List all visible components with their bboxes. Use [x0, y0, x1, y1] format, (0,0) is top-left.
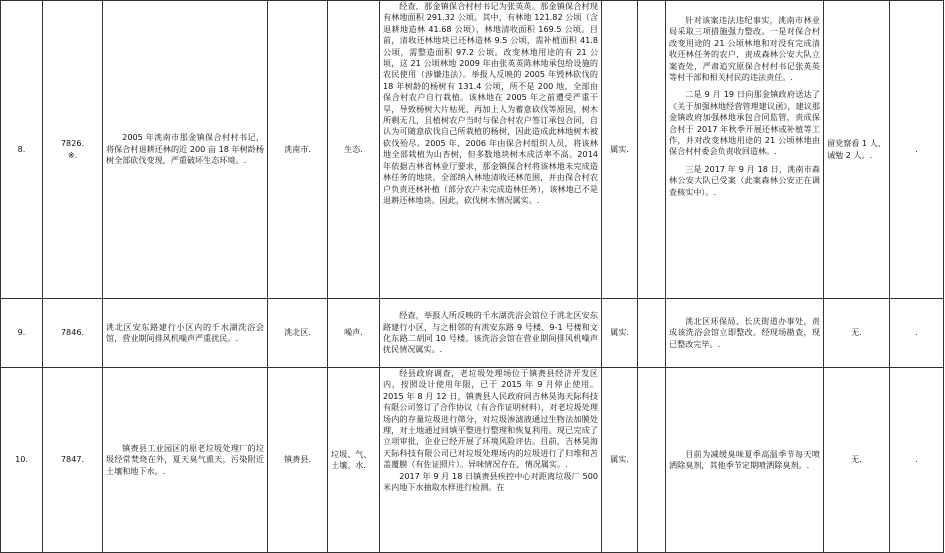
complaint-text: 镇赉县工业园区的原老垃圾处理厂的垃圾经常焚烧在外，夏天臭气熏天，污染附近土壤和地下水。.: [103, 368, 268, 553]
row-seq: 9.: [1, 299, 43, 368]
extra-cell: .: [890, 299, 944, 368]
case-id: 7846.: [43, 299, 103, 368]
handling-paragraph: 目前为减缓臭味夏季高温季节每天喷洒除臭剂，其他季节定期喷洒除臭剂。.: [669, 448, 820, 470]
pollution-type: 生态.: [328, 1, 380, 299]
empty-cell: [638, 1, 666, 299]
admin-area: 镇赉县.: [268, 368, 328, 553]
extra-cell: .: [890, 368, 944, 553]
table-row: [1, 368, 944, 553]
empty-cell: [638, 368, 666, 553]
accountability: 留党察看 1 人，诫勉 2 人。.: [824, 1, 890, 299]
table-row: [1, 1, 944, 299]
handling-paragraph: 洮北区环保局、长庆街道办事处，责成该洗浴会馆立即整改。经现场勘查，现已整改完毕。.: [669, 315, 820, 349]
table-row: [1, 299, 944, 368]
admin-area: 洮南市.: [268, 1, 328, 299]
verdict: 属实.: [602, 299, 638, 368]
complaint-text: 2005 年洮南市那金镇保合村村书记，将保合村退耕还林的近 200 亩 18 年树龄杨树全部砍伐变现，严重破坏生态环境。.: [103, 1, 268, 299]
findings-text: 经查，那金镇保合村村书记为张英英。那金镇保合村现有林地面积 291.32 公顷。其中，有林地 121.82 公顷（含退耕地造林 41.68 公顷），林地清收面积 169.5 公顷。目前，清收还林地块已还林造林 9.5 公顷，需补植面积 41.8 公顷，需整造面积 97.2 公顷。改变林地用途的有 21 公顷，这 21 公顷林地 2009 年由张英英陈林地承包给设施的农民使用（涉嫌违法）。举报人反映的 2005 年毁林砍伐的 18 年树龄的杨树有 131.4 公顷，所不是 200 地，全部由保合村农户自行栽植。该林地在 2005 年之前遭受严重干旱，导致杨树大片枯死，再加上人为蓄意砍伐等原因，树木所剩无几，且植树农户当时与保合村农户签订承包合同，自认为可随意砍伐自己所栽植的杨树，因此造成此林地树木被砍伐殆尽。2005 年、2006 年由保合村组织人员，将该林地全部栽植为山杏树，但多数地块树木成活率不高。2014 年依据吉林省林业厅要求，那金镇保合村将该林地未完成造林任务的地块，全部纳入林地清收还林范围，并由保合村农户负责还林补植（部分农户未完成造林任务），该林地已不是退耕还林地块。因此，砍伐树木情况属实。.: [380, 1, 602, 299]
findings-text: 经县政府调查，老垃圾处理场位于镇赉县经济开发区内，按照设计使用年限，已于 2015 年 9 月停止使用。2015 年 8 月 12 日，镇赉县人民政府同吉林昊海天际科技有限公司签订了合作协议（有合作证明材料），对老垃圾处理场内的存量垃圾进行筛分，对垃圾渗滤液通过生物法加膜处理，对土地通过回填平整进行整理和恢复利用。现已完成了立项审批，企业已经开展了环境风险评估。目前，吉林昊海天际科技有限公司已对垃圾处理场内的垃圾进行了归堆和苫盖覆膜（有佐证照片）。异味情况存在，情况属实。. 2017 年 9 月 18 日镇赉县疾控中心对距离垃圾厂 500 米内地下水抽取水样进行检测。在: [380, 368, 602, 553]
handling-paragraph: 二是 9 月 19 日向那金镇政府送达了《关于加强林地经营管理建议函》，建议那金镇政府加强林地承包合同监管，责成保合村于 2017 年秋季开展还林或补植等工作，并对改变林地用途的 21 公顷林地由保合村村委会负责收回造林。.: [669, 89, 820, 157]
findings-text: 经查，举报人所反映的千水湖洗浴会馆位于洮北区安东路建行小区，与之相邻的有洮安东路 9 号楼、9-1 号楼和文化东路二胡同 10 号楼。该洗浴会馆在营业期间排风机噪声扰民情况属实。.: [380, 299, 602, 368]
case-id: 7826. ※.: [43, 1, 103, 299]
extra-cell: .: [890, 1, 944, 299]
admin-area: 洮北区.: [268, 299, 328, 368]
accountability: 无.: [824, 368, 890, 553]
handling-paragraph: 三是 2017 年 9 月 18 日，洮南市森林公安大队已受案（此案森林公安正在调查核实中）。.: [669, 163, 820, 197]
handling-paragraph: 针对该案违法违纪事实，洮南市林业局采取三项措施强力整改。一是对保合村改变用途的 21 公顷林地和对没有完成清收还林任务的农户，责成森林公安大队立案查处，严肃追究原保合村村书记张英英等村干部和相关村民的违法责任。.: [669, 15, 820, 83]
row-seq: 10.: [1, 368, 43, 553]
pollution-type: 垃圾、气、土壤、水.: [328, 368, 380, 553]
handling-text: [666, 299, 824, 368]
handling-text: [666, 368, 824, 553]
verdict: 属实.: [602, 368, 638, 553]
case-id: 7847.: [43, 368, 103, 553]
row-seq: 8.: [1, 1, 43, 299]
accountability: 无.: [824, 299, 890, 368]
handling-text: [666, 1, 824, 299]
verdict: 属实.: [602, 1, 638, 299]
empty-cell: [638, 299, 666, 368]
pollution-type: 噪声.: [328, 299, 380, 368]
complaint-text: 洮北区安东路建行小区内的千水湖洗浴会馆，营业期间排风机噪声严重扰民。.: [103, 299, 268, 368]
